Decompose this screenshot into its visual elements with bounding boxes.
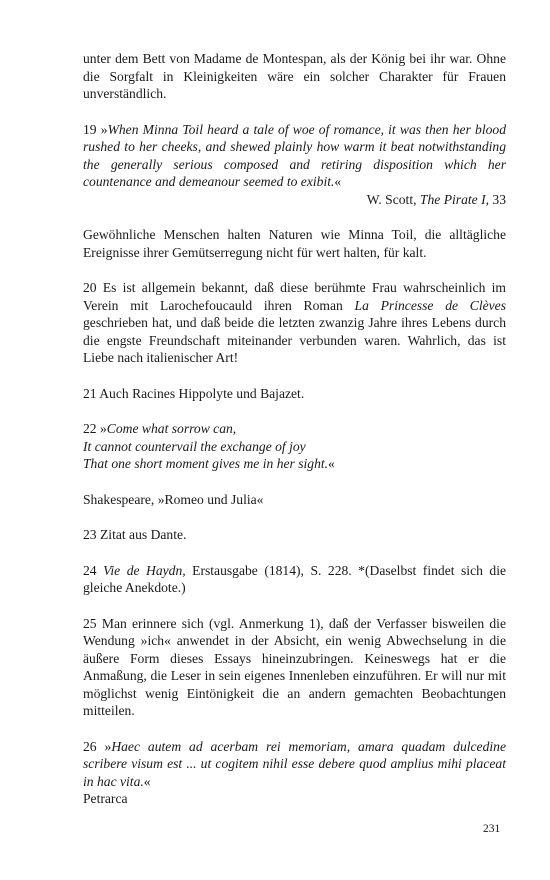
note-22-source (83, 491, 506, 509)
note-intro (83, 50, 506, 103)
note-20-text-b: geschrieben hat, und daß beide die letzten zwanzig Jahre ihres Lebens durch die engste Freundschaft miteinander verbunden waren. Wahrlich, das ist Liebe nach italienischer Art! (83, 315, 506, 365)
note-24-number: 24 (83, 562, 104, 578)
note-19-ref-title: The Pirate I, (419, 191, 489, 207)
note-26-quote (83, 738, 506, 791)
note-19-ref-author: W. Scott, (366, 191, 420, 207)
note-22-source-text: Shakespeare, »Romeo und Julia« (83, 491, 264, 507)
page-number: 231 (483, 823, 501, 835)
note-20 (83, 279, 506, 367)
note-19-close: « (334, 174, 342, 189)
note-22-verse (83, 420, 506, 473)
note-22-line-2: It cannot countervail the exchange of joy (83, 438, 306, 454)
note-19 (83, 121, 506, 209)
note-26-author: Petrarca (83, 791, 128, 806)
note-20-title: La Princesse de Clèves (354, 297, 506, 313)
note-24-body: Erstausgabe (1814), S. 228. *(Daselbst findet sich die gleiche Anekdote.) (83, 562, 506, 595)
note-21 (83, 385, 506, 403)
note-23 (83, 526, 506, 544)
note-20-text-a: 20 Es ist allgemein bekannt, daß diese berühmte Frau wahrscheinlich im Verein mit Larochefoucauld ihren Roman (83, 280, 506, 313)
note-20-text (83, 279, 506, 367)
note-22-line-3-text: That one short moment gives me in her sight. (83, 456, 329, 471)
note-24 (83, 562, 506, 597)
note-21-text: 21 Auch Racines Hippolyte und Bajazet. (83, 385, 305, 401)
note-intro-text: unter dem Bett von Madame de Montespan, als der König bei ihr war. Ohne die Sorgfalt in Kleinigkeiten wäre ein solcher Charakter für Frauen unverständlich. (83, 51, 506, 101)
note-22-number: 22 » (83, 421, 107, 436)
note-25 (83, 615, 506, 720)
note-22-line-3 (83, 455, 506, 473)
note-22-close: « (328, 456, 335, 471)
note-22-line-1-text: Come what sorrow can, (106, 421, 237, 436)
note-19-quote (83, 121, 506, 191)
note-19-comment (83, 226, 506, 261)
note-26-quote-text: Haec autem ad acerbam rei memoriam, amara quadam dulcedine scribere visum est ... ut cogitem nihil esse debere quod amplius mihi placeat in hac vita. (83, 738, 506, 789)
note-25-text: 25 Man erinnere sich (vgl. Anmerkung 1), daß der Verfasser bisweilen die Wendung »ich« anwendet in der Absicht, ein wenig Abwechselung in die äußere Form dieses Essays hineinzubringen. Keineswegs hat er die Anmaßung, die Leser in sein eigenes Innenleben einzuführen. Er will nur mit möglichst wenig Eintönigkeit die an andern gemachten Beobachtungen mitteilen. (83, 615, 506, 718)
note-19-quote-text: When Minna Toil heard a tale of woe of romance, it was then her blood rushed to her cheeks, and shewed plainly how warm it beat notwithstanding the generally serious composed and retiring disposition which her countenance and demeanour seemed to exibit. (83, 121, 506, 189)
note-26 (83, 738, 506, 808)
note-19-ref-page: 33 (489, 191, 506, 207)
note-22-line-1 (83, 420, 506, 438)
note-19-number: 19 » (83, 121, 108, 137)
note-24-text (83, 562, 506, 597)
note-26-number: 26 » (83, 738, 112, 754)
notes-page (83, 50, 506, 826)
note-26-close: « (143, 773, 151, 789)
note-19-reference (83, 191, 506, 209)
note-24-title: Vie de Haydn, (103, 562, 186, 578)
note-19-comment-text: Gewöhnliche Menschen halten Naturen wie Minna Toil, die alltägliche Ereignisse ihrer Gemütserregung nicht für wert halten, für kalt. (83, 227, 506, 260)
note-23-text: 23 Zitat aus Dante. (83, 527, 187, 542)
note-22 (83, 420, 506, 473)
